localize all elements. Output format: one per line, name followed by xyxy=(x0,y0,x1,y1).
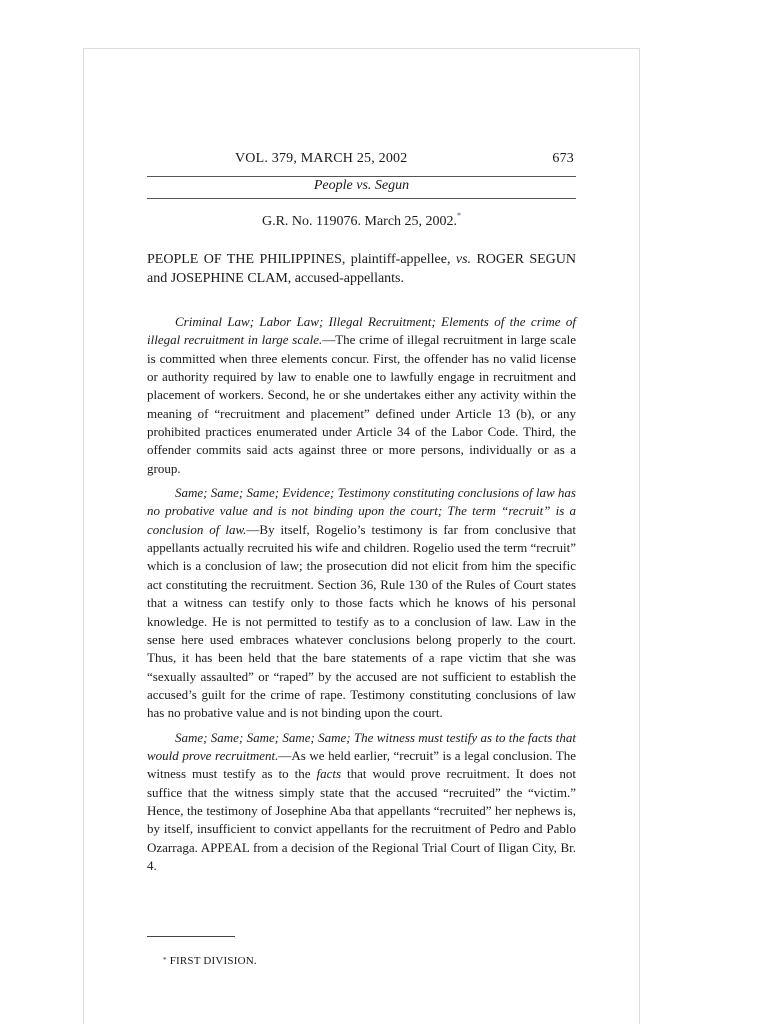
footnote-rule xyxy=(147,936,235,937)
header-rule-bottom xyxy=(147,198,576,199)
syllabus-paragraph-3 xyxy=(147,729,576,876)
syllabus-1-heading: Criminal Law; Labor Law; Illegal Recruitment; Elements of the crime of illegal recruitment in large scale. xyxy=(147,314,576,348)
footnote-reference[interactable]: * xyxy=(457,211,462,220)
syllabus-3-facts: facts xyxy=(316,766,342,782)
short-title xyxy=(147,177,576,198)
syllabus-3-text-a: —As we held earlier, “recruit” is a legal conclusion. The witness must testify as to the xyxy=(147,747,576,782)
syllabus-paragraph-2 xyxy=(147,484,576,722)
syllabus xyxy=(147,313,576,875)
syllabus-2-heading: Same; Same; Same; Evidence; Testimony constituting conclusions of law has no probative value and is not binding upon the court; The term “recruit” is a conclusion of law. xyxy=(147,485,576,537)
gr-number-text: G.R. No. 119076. March 25, 2002. xyxy=(261,214,458,229)
short-title-party-a: People xyxy=(313,178,353,193)
page-number: 673 xyxy=(552,151,574,166)
syllabus-3-heading: Same; Same; Same; Same; Same; The witness must testify as to the facts that would prove recruitment. xyxy=(147,729,576,763)
syllabus-1-text: —The crime of illegal recruitment in large scale is committed when three elements concur. First, the offender has no valid license or authority required by law to enable one to lawfully engage in recruitment and placement of workers. Second, he or she undertakes either any activity within the meaning of “recruitment and placement” defined under Article 13 (b), or any prohibited practices enumerated under Article 34 of the Labor Code. Third, the offender commits said acts against three or more persons, individually or as a group. xyxy=(147,332,577,476)
footnote xyxy=(163,955,257,967)
footnote-marker: * xyxy=(163,956,167,964)
short-title-party-b: Segun xyxy=(374,178,410,193)
volume-date: VOL. 379, MARCH 25, 2002 xyxy=(235,151,408,166)
parties-plaintiff: PEOPLE OF THE PHILIPPINES, plaintiff-appellee, xyxy=(147,252,456,267)
running-header xyxy=(147,150,576,170)
case-parties xyxy=(147,250,576,288)
syllabus-3-text-b: that would prove recruitment. It does not suffice that the witness simply state that the accused “recruited” the “victim.” Hence, the testimony of Josephine Aba that appellants “recruited” her nephews is, by itself, insufficient to convict appellants for the recruitment of Pedro and Pablo Ozarraga. APPEAL from a decision of the Regional Trial Court of Iligan City, Br. 4. xyxy=(147,766,577,873)
parties-accused: ROGER SEGUN and JOSEPHINE CLAM, accused-appellants. xyxy=(147,252,576,286)
page-content xyxy=(147,150,576,881)
syllabus-paragraph-1 xyxy=(147,313,576,478)
short-title-vs: vs. xyxy=(356,178,372,193)
gr-number xyxy=(147,211,576,230)
syllabus-2-text: —By itself, Rogelio’s testimony is far from conclusive that appellants actually recruited his wife and children. Rogelio used the term “recruit” which is a conclusion of law; the prosecution did not elicit from him the specific act constituting the recruitment. Section 36, Rule 130 of the Rules of Court states that a witness can testify only to those facts which he knows of his personal knowledge. He is not permitted to testify as to a conclusion of law. Law in the sense here used embraces whatever conclusions belong properly to the court. Thus, it has been held that the bare statements of a rape victim that she was “sexually assaulted” or “raped” by the accused are not sufficient to establish the accused’s guilt for the crime of rape. Testimony constituting conclusions of law has no probative value and is not binding upon the court. xyxy=(147,521,576,721)
footnote-text: FIRST DIVISION. xyxy=(169,955,257,967)
parties-vs: vs. xyxy=(455,252,472,267)
